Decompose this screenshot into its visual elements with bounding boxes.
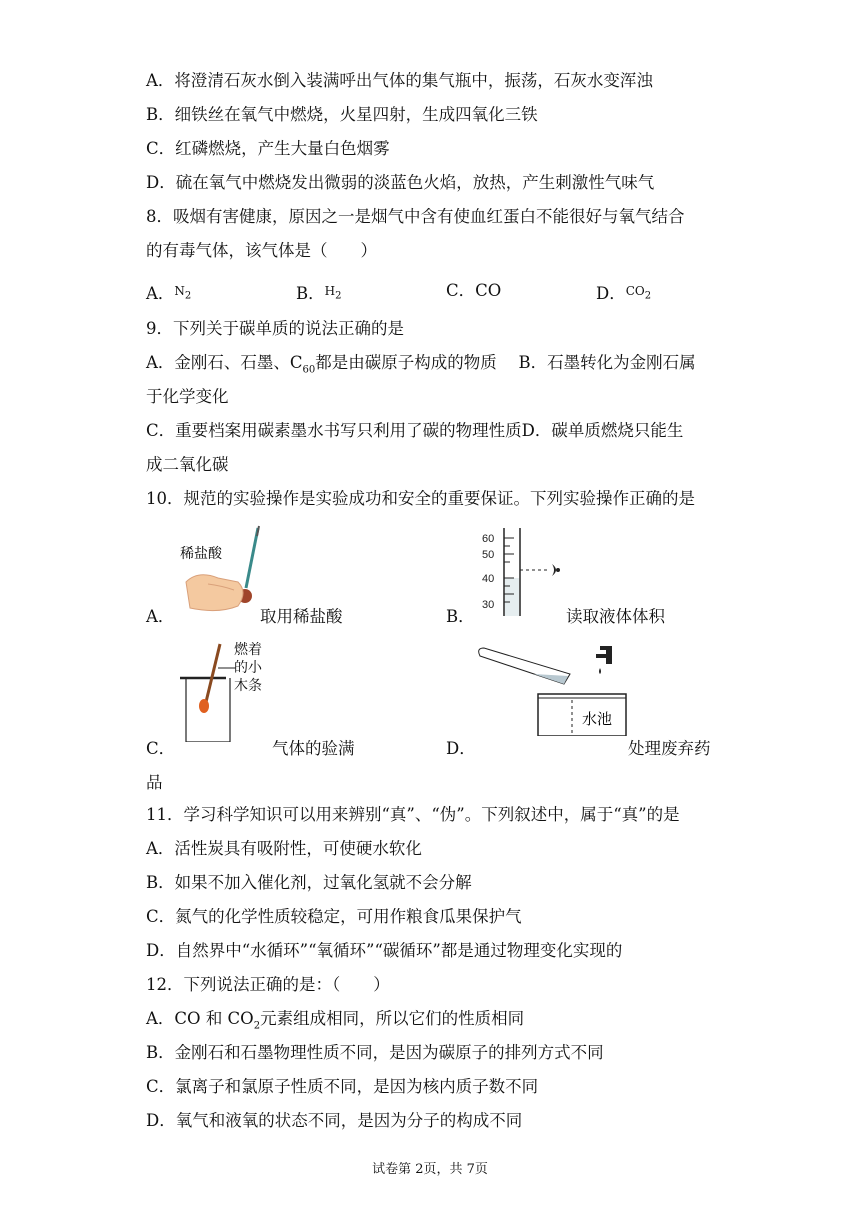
q8-option-d: D．$^{CO_2}$	[596, 284, 652, 303]
q7-option-d: D．硫在氧气中燃烧发出微弱的淡蓝色火焰，放热，产生刺激性气味气	[146, 173, 655, 192]
q11-option-d: D．自然界中“水循环”“氧循环”“碳循环”都是通过物理变化实现的	[146, 941, 623, 960]
burning-stick-label-1: 燃着	[234, 641, 262, 657]
q8-option-a: A．$^{N_2}$	[146, 284, 192, 303]
q11-option-a: A．活性炭具有吸附性，可使硬水软化	[146, 839, 422, 858]
q12-option-a: A．CO 和 $CO_2$元素组成相同，所以它们的性质相同	[146, 1009, 525, 1032]
tick-label-60: 60	[482, 533, 495, 545]
q9-line2: 于化学变化	[146, 387, 229, 406]
q7-option-b: B．细铁丝在氧气中燃烧，火星四射，生成四氧化三铁	[146, 105, 538, 124]
tick-label-40: 40	[482, 573, 495, 585]
q7-option-a: A．将澄清石灰水倒入装满呼出气体的集气瓶中，振荡，石灰水变浑浊	[146, 71, 653, 90]
q10-option-b-label: B．	[446, 607, 475, 626]
q11-option-b: B．如果不加入催化剂，过氧化氢就不会分解	[146, 873, 472, 892]
q10-option-c-text: 气体的验满	[272, 739, 355, 758]
q10-option-c-label: C．	[146, 739, 176, 758]
q8-a-formula: N2	[174, 284, 192, 302]
q10-option-d-label: D．	[446, 739, 476, 758]
q10-option-a-text: 取用稀盐酸	[260, 607, 343, 626]
gas-bottle-figure	[178, 638, 278, 742]
q9-stem: 9．下列关于碳单质的说法正确的是	[146, 319, 404, 338]
q10-option-d-text: 处理废弃药	[628, 739, 711, 758]
q12-stem: 12．下列说法正确的是：（ ）	[146, 975, 390, 994]
dilute-hcl-label: 稀盐酸	[180, 545, 222, 561]
q12-option-c: C．氯离子和氯原子性质不同，是因为核内质子数不同	[146, 1077, 539, 1096]
q10-option-b-text: 读取液体体积	[566, 607, 665, 626]
q8-stem-line1: 8．吸烟有害健康，原因之一是烟气中含有使血红蛋白不能很好与氧气结合	[146, 207, 685, 226]
burning-stick-label-3: 木条	[234, 677, 262, 693]
burning-stick-label-2: 的小	[234, 659, 262, 675]
q10-option-a-label: A．	[146, 607, 175, 626]
q12-option-d: D．氧气和液氧的状态不同，是因为分子的构成不同	[146, 1111, 523, 1130]
q8-b-formula: H2	[324, 284, 342, 302]
q10-stem: 10．规范的实验操作是实验成功和安全的重要保证。下列实验操作正确的是	[146, 489, 695, 508]
graduated-cylinder-figure	[470, 524, 570, 620]
sink-label: 水池	[582, 711, 613, 728]
q11-option-c: C．氮气的化学性质较稳定，可用作粮食瓜果保护气	[146, 907, 522, 926]
q8-stem-line2: 的有毒气体，该气体是（ ）	[146, 241, 377, 260]
sink-disposal-figure	[474, 640, 634, 736]
q7-option-c: C．红磷燃烧，产生大量白色烟雾	[146, 139, 390, 158]
tick-label-30: 30	[482, 599, 495, 611]
q10-option-d-text-cont: 品	[146, 773, 163, 792]
tick-label-50: 50	[482, 549, 495, 561]
faucet-icon	[596, 646, 612, 664]
q9-line3: C．重要档案用碳素墨水书写只利用了碳的物理性质D．碳单质燃烧只能生	[146, 421, 684, 440]
eye-icon	[552, 564, 556, 576]
q11-stem: 11．学习科学知识可以用来辨别“真”、“伪”。下列叙述中，属于“真”的是	[146, 805, 680, 824]
q12-option-b: B．金刚石和石墨物理性质不同，是因为碳原子的排列方式不同	[146, 1043, 604, 1062]
q9-line1: A．金刚石、石墨、$C_{60}$都是由碳原子构成的物质 B．石墨转化为金刚石属	[146, 353, 696, 376]
q8-option-b: B．$^{H_2}$	[296, 284, 342, 303]
q8-d-formula: CO2	[625, 284, 652, 302]
q9-line4: 成二氧化碳	[146, 455, 229, 474]
q8-option-c: C．CO	[446, 281, 502, 300]
page-footer: 试卷第 2页，共 7页	[372, 1162, 488, 1177]
